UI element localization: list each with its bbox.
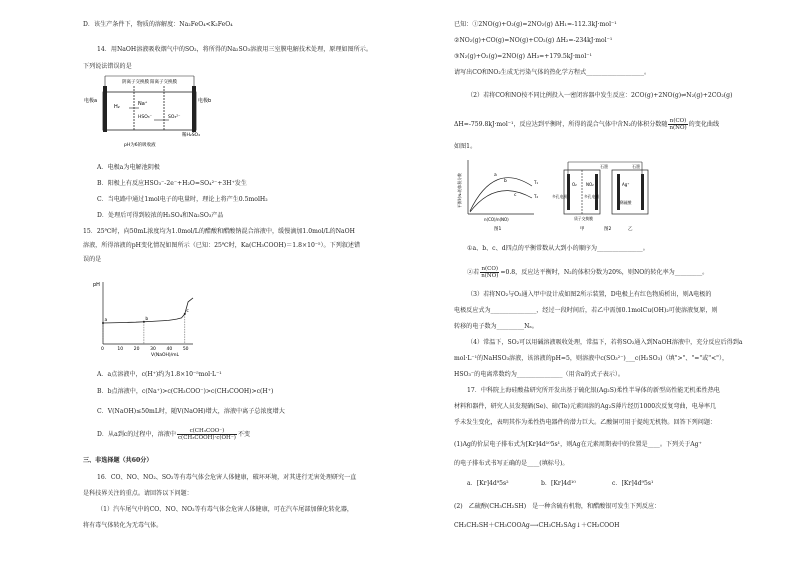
- fig1-ylabel: 平衡时N₂的体积分数: [457, 173, 462, 208]
- q16-2-part-1: ①a、b、c、d四点的平衡常数从大到小的顺序为_______________。: [467, 245, 649, 252]
- q16-2-stem-2: [454, 118, 719, 131]
- section-heading: 三、非选择题（共60分）: [83, 457, 153, 464]
- q16-line-4: 将有毒气体转化为无毒气体。: [83, 522, 163, 529]
- q16-2-prefix: ΔH=-759.8kJ·mol⁻¹，反应达到平衡时，所得的混合气体中含N₂的体积分数随: [454, 121, 668, 128]
- q17-1-line-1: (1)Ag的价层电子排布式为[Kr]4d¹⁰5s¹，则Ag在元素周期表中的位置是____。下列关于Ag⁺: [454, 441, 702, 448]
- q16-line-3: （1）汽车尾气中的CO、NO、NO₂等有毒气体会危害人体健康，可在汽车尾部加催化转化器，: [97, 506, 354, 513]
- fig2-yi: 乙: [628, 227, 633, 232]
- fig1-xlabel: n(CO)/n(NO): [484, 217, 509, 222]
- q15-fraction-numerator: c(CH₃COO⁻): [177, 428, 237, 435]
- q15-stem: 15．25℃时，向50mL浓度均为1.0mol/L的醋酸和醋酸钠混合溶液中，缓慢滴加1.0mol/L的NaOH: [83, 228, 355, 235]
- chart-point-label-a: a: [104, 318, 108, 324]
- q16-2-stem: （2）若将CO和NO按不同比例投入一密闭容器中发生反应：2CO(g)+2NO(g)⇌N₂(g)+2CO₂(g): [467, 92, 733, 99]
- q15-option-d-prefix: D．从a到c的过程中，溶液中: [97, 431, 176, 438]
- fig1-point-b: b: [504, 179, 507, 184]
- electrode-b: [192, 86, 196, 132]
- q14-stem: 14．用NaOH溶液吸收烟气中的SO₂，将所得的Na₂SO₃溶液用三室膜电解技术处理，原理如图所示。: [97, 46, 372, 53]
- chart-xtick-1: 10: [117, 347, 124, 352]
- chart-xlabel: V(NaOH)/mL: [151, 353, 180, 358]
- fig2-o2: O₂: [572, 182, 577, 187]
- ratio-fraction: [668, 118, 687, 131]
- electrode-a: [103, 86, 107, 132]
- given-eq-1: 已知：①2NO(g)+O₂(g)=2NO₂(g) ΔH₁=-112.3kJ·mol⁻¹: [454, 21, 617, 28]
- q14-option-c: C．当电路中通过1mol电子的电量时，理论上将产生0.5molH₂: [97, 196, 268, 203]
- fig1-t1: T₁: [534, 180, 539, 185]
- fig2-dilute-h2so4: 稀硫酸: [620, 200, 632, 205]
- chart-point-label-c: c: [186, 308, 189, 314]
- electrode-b-label: 电极b: [198, 98, 212, 104]
- given-eq-3: ③N₂(g)+O₂(g)=2NO(g) ΔH₃=+179.5kJ·mol⁻¹: [454, 53, 592, 60]
- q15-stem-3: 误的是: [83, 256, 102, 263]
- h2-label: H₂: [114, 104, 120, 110]
- na-label: Na⁺: [138, 101, 148, 107]
- fig2-graphite-2: 石墨: [632, 164, 640, 169]
- q16-2-part-2-prefix: ②若: [467, 269, 480, 276]
- q16-2-part-2-numerator: n(CO): [481, 266, 499, 272]
- fig2-porous-2: 多孔电极: [584, 194, 600, 199]
- fig2-porous-1: 多孔电极: [552, 194, 568, 199]
- chart-xtick-0: 0: [101, 347, 104, 352]
- q17-line-3: 乎未发生变化，表明其作为柔性热电器件的潜力巨大。乙酸铜可用于提纯无机物。回答下列问题：: [454, 419, 717, 426]
- q17-option-b: b．[Kr]4d¹⁰: [541, 480, 576, 487]
- right-column: [397, 0, 794, 562]
- chart-xtick-5: 50: [182, 347, 189, 352]
- given-eq-2: ②NO₂(g)+CO(g)=NO(g)+CO₂(g) ΔH₂=-234kJ·mol⁻¹: [454, 37, 613, 44]
- q17-line-1: 17．中科院上海硅酸盐研究所开发出基于硫化银(Ag₂S)柔性半导体的新型高性能无机柔性热电: [467, 387, 720, 394]
- q16-2-suffix: 的变化曲线: [688, 121, 720, 128]
- q16-line-1: 16．CO、NO、NO₂、SO₂等有毒气体会危害人体健康，破坏环境，对其进行无害处理研究一直: [97, 474, 357, 481]
- q13-option-d: D．该生产条件下，物质的溶解度：Na₂FeO₄<K₂FeO₄: [83, 21, 233, 28]
- q15-option-c: C．V(NaOH)≤50mL时，随V(NaOH)增大，溶液中离子总浓度增大: [97, 408, 285, 415]
- q16-2-part-2-suffix: =0.8，反应达平衡时，N₂的体积分数为20%，则NO的转化率为_________。: [500, 269, 709, 276]
- hso3-label: HSO₃⁻: [138, 115, 152, 120]
- fig2-jia: 甲: [580, 227, 585, 232]
- fig2-membrane: 质子交换膜: [574, 216, 593, 221]
- q17-option-c: c．[Kr]4d⁹5s¹: [612, 480, 654, 487]
- fig2-caption: 图2: [604, 227, 612, 232]
- electrolysis-figure: [84, 72, 219, 152]
- q14-option-b: B．阳极上有反应HSO₃⁻-2e⁻+H₂O=SO₄²⁻+3H⁺发生: [97, 180, 247, 187]
- ph-chart: [93, 278, 203, 358]
- q15-option-d-fraction: [177, 428, 237, 441]
- q15-fraction-denominator: c(CH₃COOH)·c(OH⁻): [177, 435, 236, 441]
- q14-option-a: A．电极a为电解池阴极: [97, 164, 160, 171]
- electrolysis-cell: [103, 92, 196, 130]
- chart-xtick-3: 30: [150, 347, 156, 352]
- fig2-ag: Ag⁺: [622, 182, 630, 187]
- q15-stem-2: 溶液，所得溶液的pH变化情况如图所示（已知：25℃时，Ka(CH₃COOH)＝1.8×10⁻⁵）。下列叙述错: [83, 242, 361, 249]
- fig2-no2: NO₂: [586, 182, 594, 187]
- fig1-point-a: a: [494, 173, 497, 178]
- q16-3-line-2: 电极反应式为_______________，经过一段时间后，若乙中需加0.1molCu(OH)₂可使溶液复原，则: [454, 307, 718, 314]
- chart-ylabel: pH: [93, 282, 100, 288]
- q16-4-line-3: HSO₃⁻的电离常数约为_______________（用含a的式子表示）。: [454, 371, 625, 378]
- figure-1-and-2: [454, 156, 654, 234]
- q15-option-d: [97, 428, 250, 441]
- curve-t2: [470, 191, 532, 212]
- absorb-liquid-label: pH为6的吸收液: [124, 143, 156, 148]
- q16-3-line-1: （3）若将NO₂与O₂通入甲中设计成如图2所示装置，D电极上有红色物质析出，则A电极的: [467, 291, 712, 298]
- ratio-denominator: n(NO): [669, 125, 687, 131]
- q16-2-part-2-denominator: n(NO): [481, 273, 499, 279]
- chart-xtick-4: 40: [166, 347, 173, 352]
- q16-2-stem-3: 如图1。: [454, 143, 477, 150]
- membrane-left-label: 阴离子交换膜: [122, 80, 149, 85]
- curve-t1: [470, 178, 532, 211]
- dilute-h2so4-label: 稀H₂SO₄: [182, 133, 200, 138]
- q17-line-2: 材料和器件，研究人员发现硒(Se)、碲(Te)元素固溶的Ag₂S薄片经历1000次反复弯曲，电导率几: [454, 403, 717, 410]
- q16-3-line-3: 转移的电子数为_________Nₐ。: [454, 323, 538, 330]
- q15-option-d-suffix: 不变: [237, 431, 251, 438]
- ratio-numerator: n(CO): [669, 118, 687, 124]
- q17-2-equation: CH₃CH₂SH＋CH₃COOAg⟶CH₃CH₂SAg↓＋CH₃COOH: [454, 522, 620, 529]
- q17-1-line-2: 的电子排布式书写正确的是____(填标号)。: [454, 460, 569, 467]
- q16-2-part-2-fraction: [480, 266, 499, 279]
- chart-xtick-2: 20: [133, 347, 140, 352]
- q16-4-line-1: （4）常温下，SO₂可以用碱溶液吸收处理，常温下，若将SO₂通入到NaOH溶液中，充分反应后得到a: [467, 339, 743, 346]
- so3-label: SO₃²⁻: [168, 115, 181, 120]
- q17-option-a: a．[Kr]4d⁹5s²: [467, 480, 509, 487]
- q15-option-b: B．b点溶液中，c(Na⁺)>c(CH₃COO⁻)>c(CH₃COOH)>c(H⁺): [97, 388, 274, 395]
- q14-stem-2: 下列说法错误的是: [83, 63, 132, 70]
- q16-line-2: 是科技界关注的重点。请回答以下问题：: [83, 490, 193, 497]
- electrode-a-label: 电极a: [84, 98, 98, 104]
- fig2-graphite-1: 石墨: [600, 164, 608, 169]
- q15-option-a: A．a点溶液中，c(H⁺)约为1.8×10⁻⁵mol·L⁻¹: [97, 371, 222, 378]
- q16-2-part-2: [467, 266, 708, 279]
- fig1-caption: 图1: [494, 227, 502, 232]
- q16-1-prompt: 请写出CO和NO₂生成无污染气体的热化学方程式___________________。: [454, 69, 651, 76]
- chart-point-label-b: b: [145, 316, 149, 322]
- fig1-t2: T₂: [534, 194, 539, 199]
- fig1-point-c: c: [514, 193, 517, 198]
- q16-4-line-2: mol·L⁻¹的NaHSO₃溶液，该溶液的pH=5，则溶液中c(SO₃²⁻)___c(H₂SO₃)（填">"、"="或"<"），: [454, 355, 729, 362]
- membrane-right-label: 阳离子交换膜: [150, 80, 177, 85]
- q14-option-d: D．处理后可得到较浓的H₂SO₄和Na₂SO₃产品: [97, 212, 224, 219]
- q17-2-line-1: (2) 乙硫醇(CH₃CH₂SH) 是一种含硫有机物，和醋酸银可发生下列反应：: [454, 503, 661, 510]
